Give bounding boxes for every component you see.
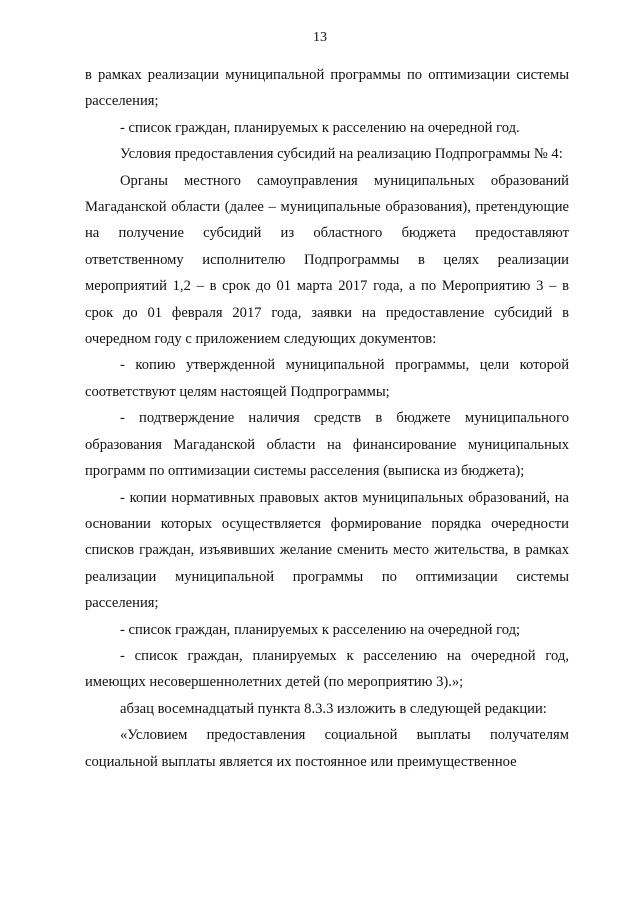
paragraph: - список граждан, планируемых к расселению на очередной год; [120,621,521,638]
paragraph: - копию утвержденной муниципальной программы, цели которой соответствуют целям настоящей Подпрограммы; [85,357,569,400]
paragraph: Условия предоставления субсидий на реализацию Подпрограммы № 4: [120,146,563,163]
paragraph: - подтверждение наличия средств в бюджете муниципального образования Магаданской области на финансирование муниципальных программ по оптимизации системы расселения (выписка из бюджета); [85,410,569,480]
paragraph: - копии нормативных правовых актов муниципальных образований, на основании которых осуществляется формирование порядка очередности списков граждан, изъявивших желание сменить место жительства, в рамках реализации муниципальной программы по оптимизации системы расселения; [85,489,569,612]
page-number: 13 [313,30,327,45]
paragraph: «Условием предоставления социальной выплаты получателям социальной выплаты является их постоянное или преимущественное [85,727,569,770]
paragraph: Органы местного самоуправления муниципальных образований Магаданской области (далее – муниципальные образования), претендующие на получение субсидий из областного бюджета предоставляют ответственному исполнителю Подпрограммы в целях реализации мероприятий 1,2 – в срок до 01 марта 2017 года, а по Мероприятию 3 – в срок до 01 февраля 2017 года, заявки на предоставление субсидий в очередном году с приложением следующих документов: [85,172,569,348]
paragraph: абзац восемнадцатый пункта 8.3.3 изложить в следующей редакции: [120,700,547,717]
paragraph: - список граждан, планируемых к расселению на очередной год, имеющих несовершеннолетних детей (по мероприятию 3).»; [85,647,569,691]
paragraph: - список граждан, планируемых к расселению на очередной год. [120,119,520,136]
paragraph: в рамках реализации муниципальной программы по оптимизации системы расселения; [85,67,569,110]
document-body [85,62,569,775]
